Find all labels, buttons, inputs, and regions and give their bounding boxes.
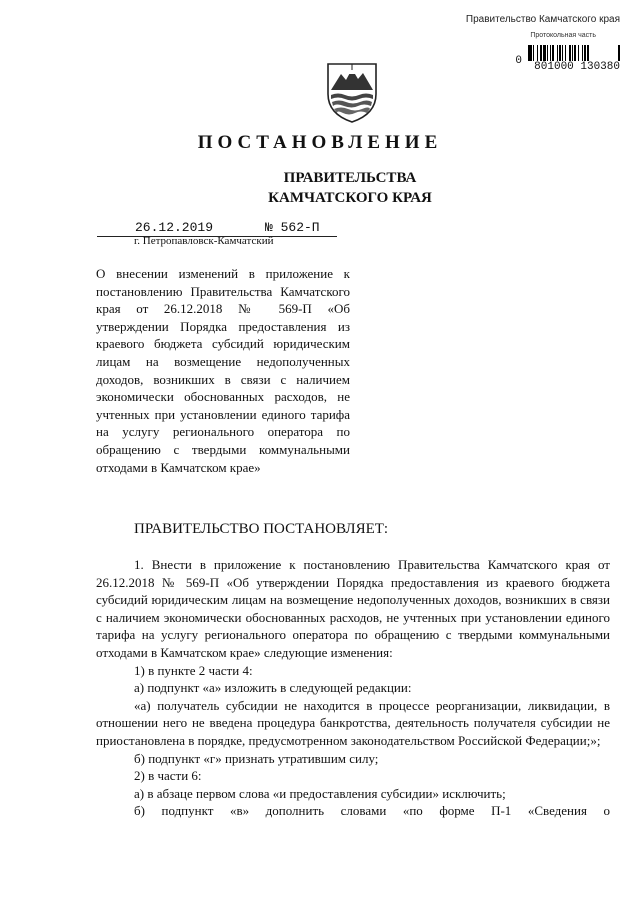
paragraph-4: «а) получатель субсидии не находится в процессе реорганизации, ликвидации, в отношении него не введена процедура банкротства, деятельность получателя субсидии не приостановлена в порядке, предусмотренном законодательством Российской Федерации;»; — [96, 697, 610, 748]
issuer-line-2: КАМЧАТСКОГО КРАЯ — [268, 190, 432, 206]
paragraph-2: 1) в пункте 2 части 4: — [134, 662, 253, 678]
document-subject: О внесении изменений в приложение к постановлению Правительства Камчатского края от 26.12.2018 № 569-П «Об утверждении Порядка предоставления из краевого бюджета субсидий юридическим лицам на возмещение недополученных доходов, возникших в связи с наличием экономически обоснованных расходов, не учтенных при установлении единого тарифа на услугу регионального оператора по обращению с твердыми коммунальными отходами в Камчатском крае» — [96, 266, 350, 475]
paragraph-5: б) подпункт «г» признать утратившим силу; — [134, 750, 379, 766]
document-body — [96, 556, 610, 820]
kamchatka-coat-of-arms-icon — [324, 60, 380, 124]
barcode-bars — [528, 45, 620, 61]
document-date: 26.12.2019 — [135, 220, 214, 235]
stamp-organization: Правительство Камчатского края — [465, 14, 620, 25]
registration-stamp — [460, 14, 620, 73]
document-number: № 562-П — [265, 220, 320, 235]
barcode-bar — [587, 45, 589, 61]
barcode — [460, 45, 620, 73]
issuer-line-1: ПРАВИТЕЛЬСТВА — [283, 170, 417, 186]
registration-number: 801000 130380 — [534, 61, 620, 73]
paragraph-8: б) подпункт «в» дополнить словами «по форме П-1 «Сведения о — [134, 803, 610, 819]
document-type-heading: ПОСТАНОВЛЕНИЕ — [197, 132, 443, 153]
decree-formula: ПРАВИТЕЛЬСТВО ПОСТАНОВЛЯЕТ: — [134, 521, 389, 537]
issuer-heading — [0, 168, 640, 208]
paragraph-1: 1. Внести в приложение к постановлению Правительства Камчатского края от 26.12.2018 № 569-П «Об утверждении Порядка предоставления из краевого бюджета субсидий юридическим лицам на возмещение недополученных доходов, возникших в связи с наличием экономически обоснованных расходов, не учтенных при установлении единого тарифа на услугу регионального оператора по обращению с твердыми коммунальными отходами в Камчатском крае» следующие изменения: — [96, 557, 610, 660]
paragraph-3: а) подпункт «а» изложить в следующей редакции: — [134, 680, 412, 696]
city-name: г. Петропавловск-Камчатский — [134, 235, 274, 247]
paragraph-6: 2) в части 6: — [134, 768, 202, 784]
paragraph-7: а) в абзаце первом слова «и предоставления субсидии» исключить; — [134, 785, 506, 801]
barcode-lead-digit: 0 — [515, 55, 522, 67]
stamp-protocol-part: Протокольная часть — [530, 32, 596, 39]
